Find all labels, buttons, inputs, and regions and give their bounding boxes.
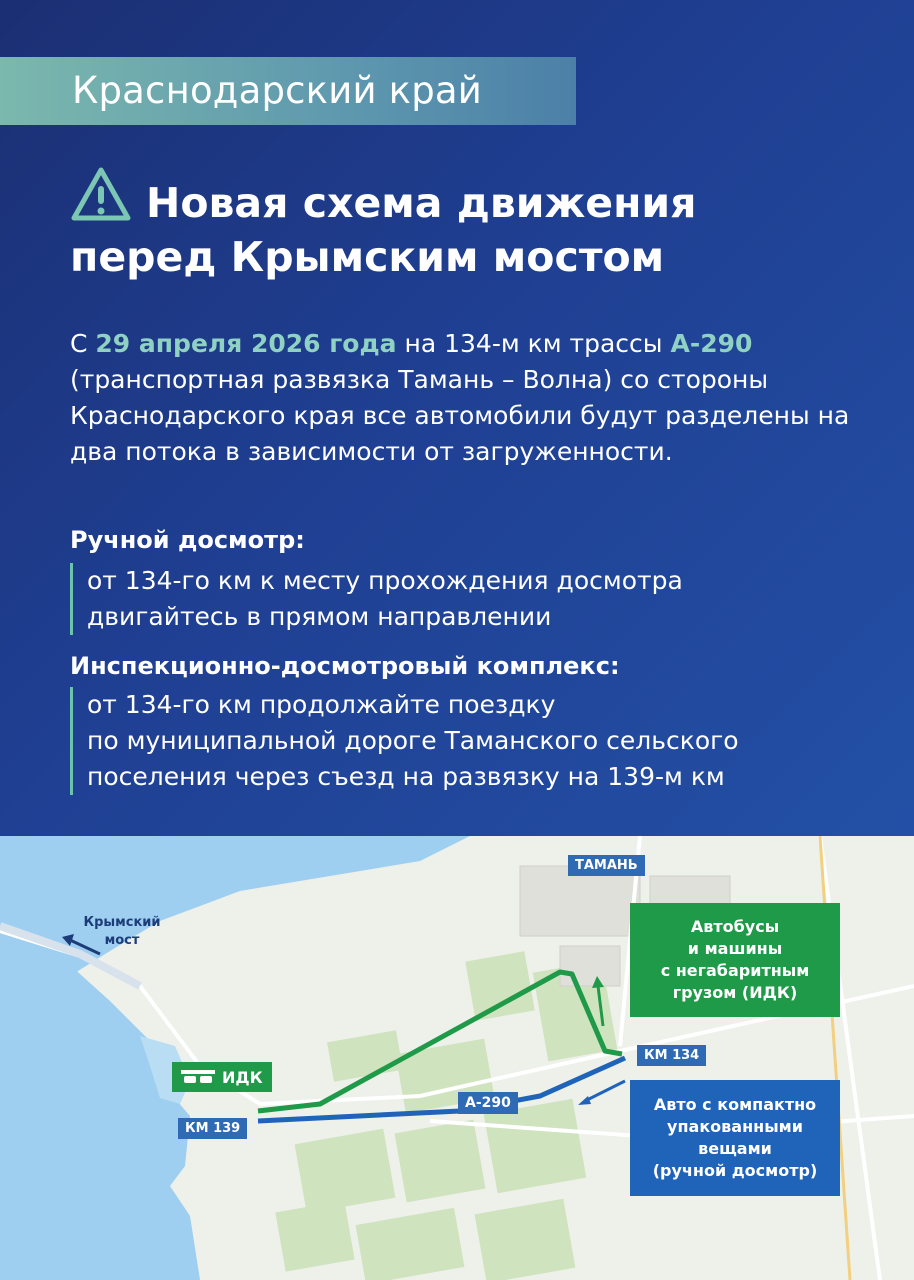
region-label: Краснодарский край	[72, 69, 483, 112]
idk-line-2: по муниципальной дороге Таманского сельского	[87, 726, 739, 755]
idk-body	[70, 687, 739, 795]
idk-badge-label: ИДК	[222, 1067, 263, 1087]
city-label: ТАМАНЬ	[568, 855, 645, 876]
region-banner	[0, 57, 576, 125]
page-title	[70, 176, 890, 284]
idk-line-3: поселения через съезд на развязку на 139-м км	[87, 762, 725, 791]
manual-line-2: двигайтесь в прямом направлении	[87, 602, 552, 631]
intro-part-1: С	[70, 329, 96, 358]
idk-route-box: Автобусы и машины с негабаритным грузом (ИДК)	[630, 903, 840, 1017]
checkpoint-icon	[180, 1068, 216, 1086]
title-line-1: Новая схема движения	[146, 179, 697, 227]
intro-part-3: (транспортная развязка Тамань – Волна) со стороны Краснодарского края все автомобили будут разделены на два потока в зависимости от загруженности.	[70, 365, 850, 466]
intro-road: А-290	[670, 329, 753, 358]
manual-body	[70, 563, 683, 635]
km134-label: КМ 134	[637, 1045, 706, 1066]
intro-part-2: на 134-м км трассы	[396, 329, 671, 358]
intro-date: 29 апреля 2026 года	[95, 329, 397, 358]
km139-label: КМ 139	[178, 1118, 247, 1139]
manual-line-1: от 134-го км к месту прохождения досмотра	[87, 566, 683, 595]
title-line-2: перед Крымским мостом	[70, 233, 665, 281]
road-label: А-290	[458, 1092, 518, 1114]
manual-route-box: Авто с компактно упакованными вещами (ручной досмотр)	[630, 1080, 840, 1196]
idk-heading: Инспекционно-досмотровый комплекс:	[70, 652, 620, 680]
bridge-label: Крымский мост	[83, 915, 161, 948]
idk-line-1: от 134-го км продолжайте поездку	[87, 690, 556, 719]
idk-badge	[172, 1062, 272, 1092]
manual-heading: Ручной досмотр:	[70, 526, 305, 554]
intro-text	[70, 326, 870, 470]
